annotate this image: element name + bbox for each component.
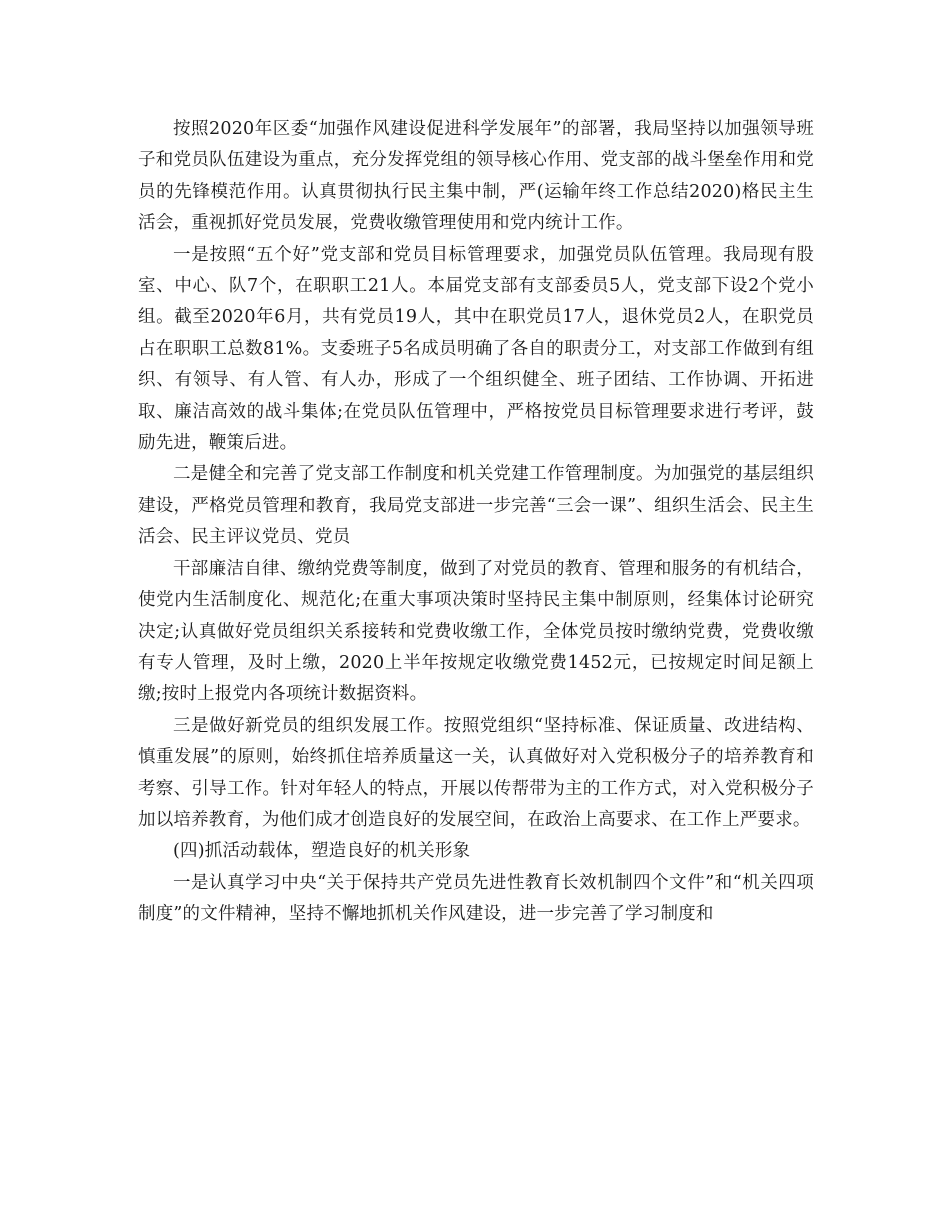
document-body	[138, 114, 814, 931]
paragraph-party-building-intro: 按照2020年区委“加强作风建设促进科学发展年”的部署，我局坚持以加强领导班子和党员队伍建设为重点，充分发挥党组的领导核心作用、党支部的战斗堡垒作用和党员的先锋模范作用。认真贯彻执行民主集中制，严(运输年终工作总结2020)格民主生活会，重视抓好党员发展，党费收缴管理使用和党内统计工作。	[138, 119, 814, 234]
paragraph-member-management: 一是按照“五个好”党支部和党员目标管理要求，加强党员队伍管理。我局现有股室、中心、队7个，在职职工21人。本届党支部有支部委员5人，党支部下设2个党小组。截至2020年6月，共有党员19人，其中在职党员17人，退休党员2人，在职党员占在职职工总数81%。支委班子5名成员明确了各自的职责分工，对支部工作做到有组织、有领导、有人管、有人办，形成了一个组织健全、班子团结、工作协调、开拓进取、廉洁高效的战斗集体;在党员队伍管理中，严格按党员目标管理要求进行考评，鼓励先进，鞭策后进。	[138, 244, 814, 454]
paragraph-system-improvement: 二是健全和完善了党支部工作制度和机关党建工作管理制度。为加强党的基层组织建设，严格党员管理和教育，我局党支部进一步完善“三会一课”、组织生活会、民主生活会、民主评议党员、党员	[138, 464, 814, 548]
paragraph-integrity-dues: 干部廉洁自律、缴纳党费等制度，做到了对党员的教育、管理和服务的有机结合，使党内生活制度化、规范化;在重大事项决策时坚持民主集中制原则，经集体讨论研究决定;认真做好党员组织关系接转和党费收缴工作，全体党员按时缴纳党费，党费收缴有专人管理，及时上缴，2020上半年按规定收缴党费1452元，已按规定时间足额上缴;按时上报党内各项统计数据资料。	[138, 558, 814, 705]
section-heading-activities: (四)抓活动载体，塑造良好的机关形象	[173, 841, 471, 862]
paragraph-study-documents: 一是认真学习中央“关于保持共产党员先进性教育长效机制四个文件”和“机关四项制度”的文件精神，坚持不懈地抓机关作风建设，进一步完善了学习制度和	[138, 872, 814, 925]
paragraph-new-members: 三是做好新党员的组织发展工作。按照党组织“坚持标准、保证质量、改进结构、慎重发展”的原则，始终抓住培养质量这一关，认真做好对入党积极分子的培养教育和考察、引导工作。针对年轻人的特点，开展以传帮带为主的工作方式，对入党积极分子加以培养教育，为他们成才创造良好的发展空间，在政治上高要求、在工作上严要求。	[138, 715, 814, 830]
